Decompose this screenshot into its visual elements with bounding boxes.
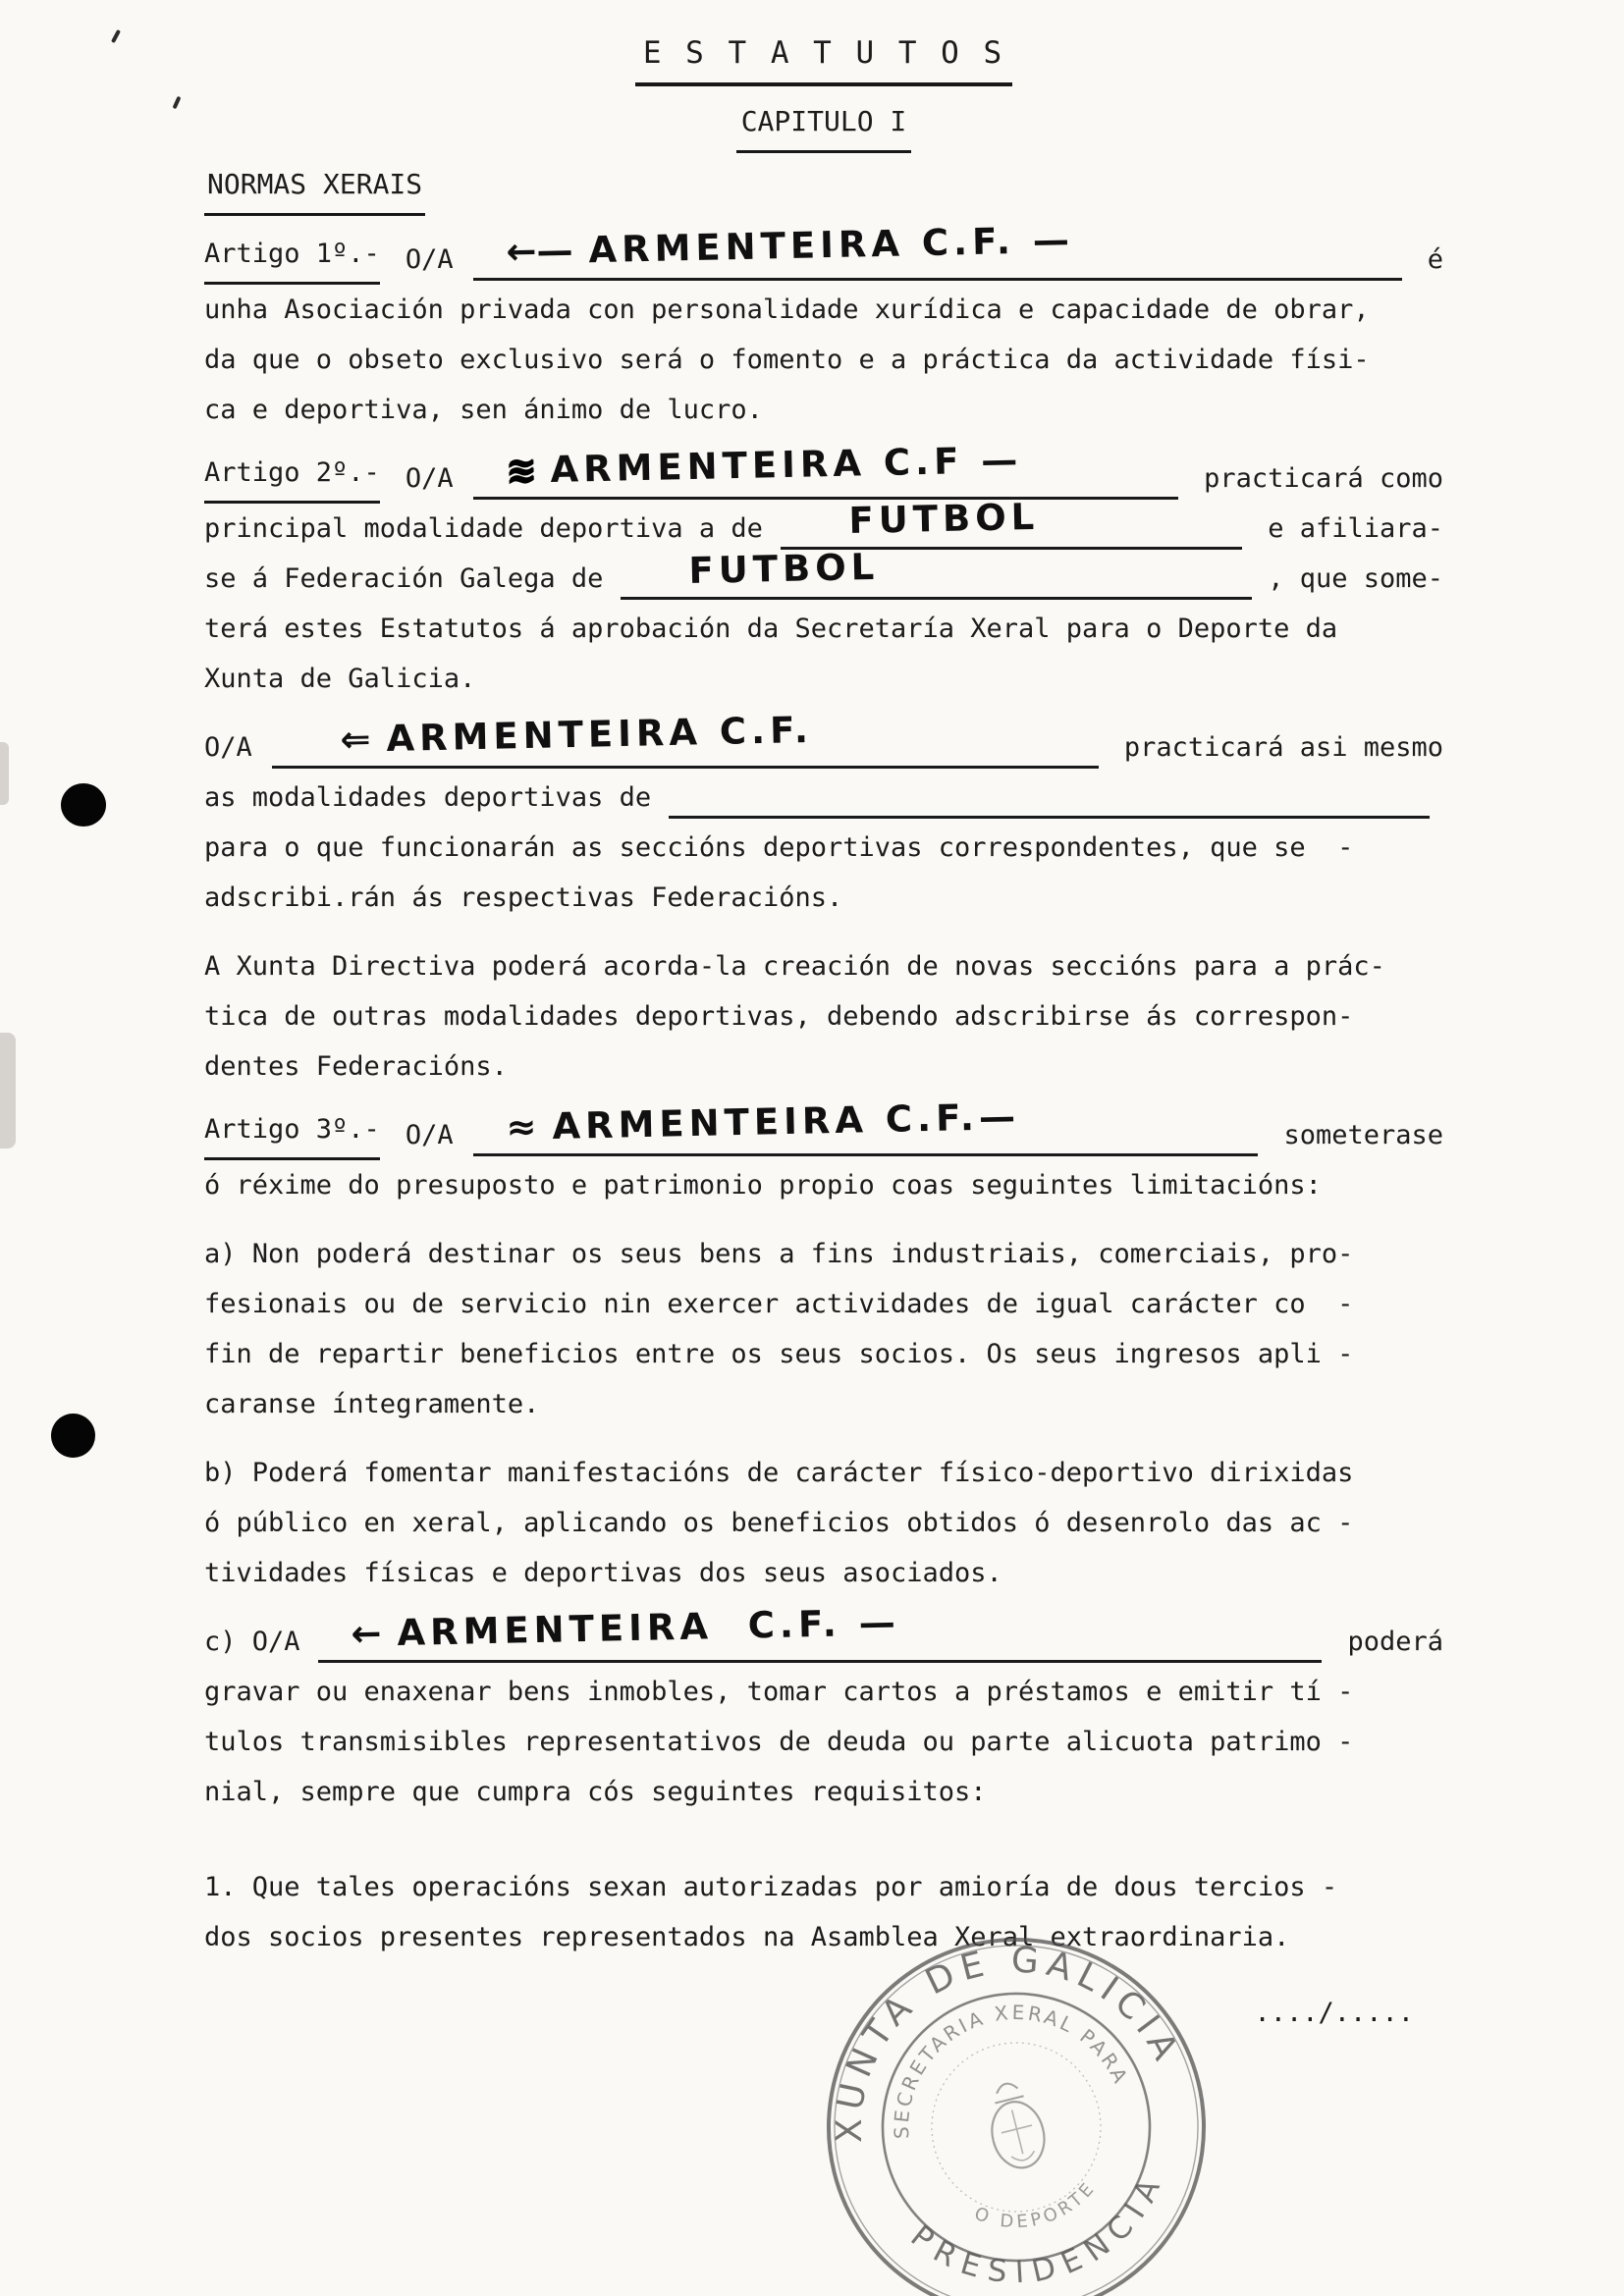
- body-line: ó réxime do presuposto e patrimonio propio coas seguintes limitacións:: [204, 1170, 1322, 1201]
- body-line: para o que funcionarán as seccións deportivas correspondentes, que se -: [204, 832, 1354, 863]
- handwritten-sport: FUTBOL: [847, 495, 1040, 543]
- pen-mark: [111, 29, 121, 43]
- title-row: [204, 22, 1443, 86]
- article-3-opening-line: [204, 1095, 1443, 1160]
- document-body: [204, 22, 1443, 2038]
- handwritten-entry: [506, 435, 1023, 496]
- stamp-inner-bottom-text: O DEPORTE: [971, 2176, 1101, 2233]
- handwriting-scribble-mark: ≋: [505, 449, 535, 493]
- handwritten-federation: FUTBOL: [688, 545, 881, 593]
- article-1-opening-line: [204, 218, 1443, 285]
- body-line: da que o obseto exclusivo será o fomento e a práctica da actividade físi-: [204, 345, 1370, 375]
- handwriting-squiggle-mark: ≈: [505, 1105, 537, 1149]
- body-line: Xunta de Galicia.: [204, 664, 476, 694]
- svg-text:O DEPORTE: [967, 2174, 1106, 2246]
- handwritten-entry: [340, 705, 814, 765]
- body-line: nial, sempre que cumpra cós seguintes requisitos:: [204, 1777, 987, 1807]
- line-tail: e afiliara-: [1268, 513, 1443, 544]
- line-lead: se á Federación Galega de: [204, 563, 604, 594]
- handwriting-arrow-mark: ⇐: [339, 718, 371, 762]
- chapter-row: [204, 96, 1443, 153]
- club-name-blank: [473, 218, 1402, 281]
- body-line: unha Asociación privada con personalidade xurídica e capacidade de obrar,: [204, 294, 1370, 325]
- handwriting-arrow-mark: ←—: [505, 229, 573, 274]
- item-c-opening-line: [204, 1601, 1443, 1667]
- line-tail: poderá: [1347, 1627, 1443, 1657]
- article-3-label: Artigo 3º.-: [204, 1104, 380, 1160]
- page-title: E S T A T U T O S: [635, 28, 1012, 86]
- pen-mark: [173, 96, 182, 110]
- chapter-heading: CAPITULO I: [736, 96, 912, 153]
- body-line: tica de outras modalidades deportivas, debendo adscribirse ás correspon-: [204, 1001, 1354, 1032]
- line-lead: as modalidades deportivas de: [204, 782, 652, 813]
- body-line: a) Non poderá destinar os seus bens a fins industriais, comerciais, pro-: [204, 1239, 1354, 1269]
- article-1-label: Artigo 1º.-: [204, 229, 380, 285]
- handwritten-club-name: ARMENTEIRA C.F. —: [396, 1601, 900, 1655]
- scan-smudge: [0, 1033, 16, 1148]
- section-row: [204, 161, 1443, 216]
- hole-punch-top: [61, 783, 106, 827]
- body-line: gravar ou enaxenar bens inmobles, tomar cartos a préstamos e emitir tí -: [204, 1677, 1354, 1707]
- club-name-blank: [473, 1095, 1259, 1156]
- line-tail: practicará como: [1204, 463, 1443, 494]
- article-1: [204, 218, 1443, 435]
- body-line: adscribi.rán ás respectivas Federacións.: [204, 882, 843, 913]
- handwritten-entry: [350, 1597, 899, 1659]
- article-2-opening-line: [204, 438, 1443, 504]
- body-line: b) Poderá fomentar manifestacións de carácter físico-deportivo dirixidas: [204, 1458, 1354, 1488]
- hole-punch-bottom: [51, 1414, 95, 1458]
- handwritten-club-name: ARMENTEIRA C.F.: [385, 708, 814, 761]
- line-tail: é: [1427, 244, 1443, 275]
- article-3: [204, 1095, 1443, 1210]
- body-line: terá estes Estatutos á aprobación da Secretaría Xeral para o Deporte da: [204, 614, 1338, 644]
- stamp-ring-top-text: XUNTA DE GALICIA: [829, 1940, 1189, 2144]
- federation-blank: [621, 545, 1252, 600]
- continuation-marker: ..../.....: [1254, 1998, 1414, 2028]
- stamp-inner-top-text: SECRETARIA XERAL PARA: [889, 2000, 1134, 2140]
- handwriting-arrow-mark: ←: [350, 1612, 382, 1656]
- body-line: ca e deportiva, sen ánimo de lucro.: [204, 395, 763, 425]
- item-b: [204, 1448, 1443, 1598]
- handwritten-entry: [506, 1092, 1021, 1152]
- stamp-crest: [981, 2078, 1052, 2173]
- handwritten-club-name: ARMENTEIRA C.F.—: [551, 1095, 1020, 1148]
- handwritten-entry: [848, 492, 1040, 546]
- club-name-blank: [318, 1601, 1323, 1663]
- line-lead: principal modalidade deportiva a de: [204, 513, 763, 544]
- body-line: ó público en xeral, aplicando os beneficios obtidos ó desenrolo das ac -: [204, 1508, 1354, 1538]
- article-2-label: Artigo 2º.-: [204, 448, 380, 504]
- oa-prefix: O/A: [405, 463, 454, 494]
- item-a: [204, 1229, 1443, 1429]
- handwritten-entry: [688, 542, 880, 596]
- club-name-blank: [473, 438, 1179, 500]
- body-line: tividades físicas e deportivas dos seus asociados.: [204, 1558, 1002, 1588]
- line-tail: someterase: [1283, 1120, 1443, 1150]
- body-line: dentes Federacións.: [204, 1051, 508, 1082]
- stamp-ring-bottom-text: PRESIDENCIA: [903, 2164, 1171, 2291]
- body-line: caranse íntegramente.: [204, 1389, 540, 1419]
- paragraph-xunta-directiva: [204, 941, 1443, 1092]
- scan-smudge: [0, 742, 9, 805]
- body-line: fin de repartir beneficios entre os seus socios. Os seus ingresos apli -: [204, 1339, 1354, 1369]
- line-tail: , que some-: [1268, 563, 1443, 594]
- oa-prefix: O/A: [405, 1120, 454, 1150]
- oa-prefix: O/A: [204, 732, 252, 763]
- oa-opening-line: [204, 708, 1443, 773]
- line-tail: practicará asi mesmo: [1123, 732, 1443, 763]
- line-lead: c) O/A: [204, 1627, 300, 1657]
- handwritten-entry: [506, 215, 1074, 277]
- section-heading: NORMAS XERAIS: [204, 159, 425, 216]
- handwritten-club-name: ARMENTEIRA C.F —: [549, 438, 1023, 492]
- body-line: 1. Que tales operacións sexan autorizadas por amioría de dous tercios -: [204, 1872, 1338, 1902]
- article-2: [204, 438, 1443, 704]
- body-line: fesionais ou de servicio nin exercer actividades de igual carácter co -: [204, 1289, 1354, 1319]
- item-c: [204, 1601, 1443, 1817]
- paragraph-other-modalities: [204, 708, 1443, 923]
- handwritten-club-name: ARMENTEIRA C.F. —: [587, 218, 1074, 272]
- body-line: dos socios presentes representados na Asamblea Xeral extraordinaria.: [204, 1922, 1290, 1952]
- oa-prefix: O/A: [405, 244, 454, 275]
- svg-text:XUNTA DE GALICIA: [803, 1914, 1191, 2153]
- modalities-blank-empty: [669, 774, 1430, 819]
- official-stamp: [803, 1914, 1229, 2296]
- body-line: tulos transmisibles representativos de deuda ou parte alicuota patrimo -: [204, 1727, 1354, 1757]
- article-2-federation-line: [204, 545, 1443, 604]
- club-name-blank: [272, 708, 1099, 769]
- body-line: A Xunta Directiva poderá acorda-la creación de novas seccións para a prác-: [204, 951, 1385, 982]
